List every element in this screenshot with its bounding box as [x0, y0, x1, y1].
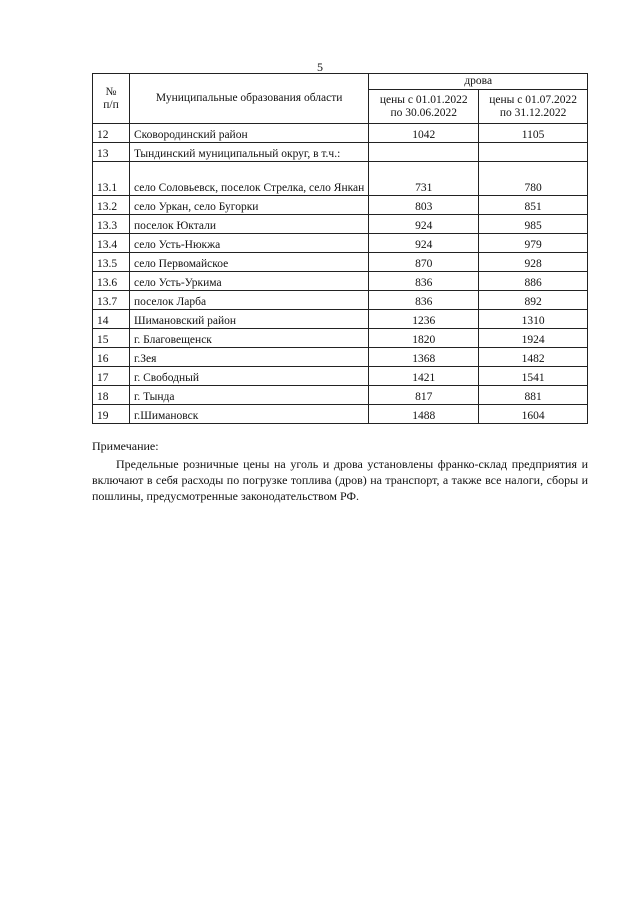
table-row	[93, 143, 588, 162]
row-number: 13.3	[93, 215, 130, 234]
row-municipality: г. Тында	[129, 386, 368, 405]
row-price-period-1: 836	[369, 291, 479, 310]
row-price-period-2: 1541	[479, 367, 588, 386]
row-price-period-1: 803	[369, 196, 479, 215]
row-municipality: поселок Ларба	[129, 291, 368, 310]
row-municipality: поселок Юктали	[129, 215, 368, 234]
row-price-period-2: 1604	[479, 405, 588, 424]
row-price-period-2: 886	[479, 272, 588, 291]
row-price-period-2: 985	[479, 215, 588, 234]
note-text: Предельные розничные цены на уголь и дрова установлены франко-склад предприятия и включают в себя расходы по погрузке топлива (дров) на транспорт, а также все налоги, сборы и пошлины, предусмотренные законодательством РФ.	[92, 457, 588, 503]
row-municipality: г. Свободный	[129, 367, 368, 386]
row-municipality: г.Зея	[129, 348, 368, 367]
header-num: № п/п	[93, 74, 130, 124]
table-row	[93, 386, 588, 405]
row-price-period-2: 1482	[479, 348, 588, 367]
header-municipality: Муниципальные образования области	[129, 74, 368, 124]
table-row	[93, 162, 588, 196]
row-number: 13.4	[93, 234, 130, 253]
table-row	[93, 291, 588, 310]
header-period-2: цены с 01.07.2022 по 31.12.2022	[479, 90, 588, 124]
row-price-period-2: 1310	[479, 310, 588, 329]
row-price-period-1: 836	[369, 272, 479, 291]
row-price-period-1: 1236	[369, 310, 479, 329]
note-title: Примечание:	[92, 439, 159, 453]
table-row	[93, 272, 588, 291]
row-number: 19	[93, 405, 130, 424]
note	[92, 438, 588, 504]
row-municipality: село Усть-Нюкжа	[129, 234, 368, 253]
row-number: 13.7	[93, 291, 130, 310]
price-table	[92, 73, 588, 424]
row-number: 12	[93, 124, 130, 143]
row-price-period-1: 1488	[369, 405, 479, 424]
row-municipality: село Усть-Уркима	[129, 272, 368, 291]
row-municipality: г. Благовещенск	[129, 329, 368, 348]
row-number: 13.6	[93, 272, 130, 291]
row-municipality: Сковородинский район	[129, 124, 368, 143]
row-number: 18	[93, 386, 130, 405]
row-number: 16	[93, 348, 130, 367]
table-row	[93, 329, 588, 348]
row-price-period-1: 1820	[369, 329, 479, 348]
row-municipality: Шимановский район	[129, 310, 368, 329]
table-row	[93, 234, 588, 253]
row-price-period-2: 881	[479, 386, 588, 405]
row-price-period-2	[479, 143, 588, 162]
row-price-period-2: 1924	[479, 329, 588, 348]
table-row	[93, 196, 588, 215]
row-municipality: село Уркан, село Бугорки	[129, 196, 368, 215]
row-number: 13.2	[93, 196, 130, 215]
row-municipality: Тындинский муниципальный округ, в т.ч.:	[129, 143, 368, 162]
table-row	[93, 367, 588, 386]
header-firewood: дрова	[369, 74, 588, 90]
row-price-period-1: 1368	[369, 348, 479, 367]
row-price-period-1: 1421	[369, 367, 479, 386]
row-price-period-2: 979	[479, 234, 588, 253]
row-price-period-1: 731	[369, 162, 479, 196]
table-row	[93, 310, 588, 329]
table-row	[93, 215, 588, 234]
row-number: 17	[93, 367, 130, 386]
row-price-period-2: 851	[479, 196, 588, 215]
row-municipality: г.Шимановск	[129, 405, 368, 424]
row-municipality: село Первомайское	[129, 253, 368, 272]
row-price-period-1: 817	[369, 386, 479, 405]
row-price-period-1: 870	[369, 253, 479, 272]
row-price-period-1: 1042	[369, 124, 479, 143]
row-price-period-1: 924	[369, 215, 479, 234]
row-price-period-2: 780	[479, 162, 588, 196]
page-number: 5	[317, 60, 323, 74]
table-body	[93, 124, 588, 424]
row-number: 13	[93, 143, 130, 162]
table-row	[93, 253, 588, 272]
table-row	[93, 124, 588, 143]
row-price-period-2: 892	[479, 291, 588, 310]
row-price-period-1	[369, 143, 479, 162]
row-number: 14	[93, 310, 130, 329]
header-period-1: цены с 01.01.2022 по 30.06.2022	[369, 90, 479, 124]
table-row	[93, 405, 588, 424]
row-number: 13.5	[93, 253, 130, 272]
row-price-period-2: 928	[479, 253, 588, 272]
row-municipality: село Соловьевск, поселок Стрелка, село Янкан	[129, 162, 368, 196]
row-number: 13.1	[93, 162, 130, 196]
table-row	[93, 348, 588, 367]
row-price-period-1: 924	[369, 234, 479, 253]
row-number: 15	[93, 329, 130, 348]
row-price-period-2: 1105	[479, 124, 588, 143]
